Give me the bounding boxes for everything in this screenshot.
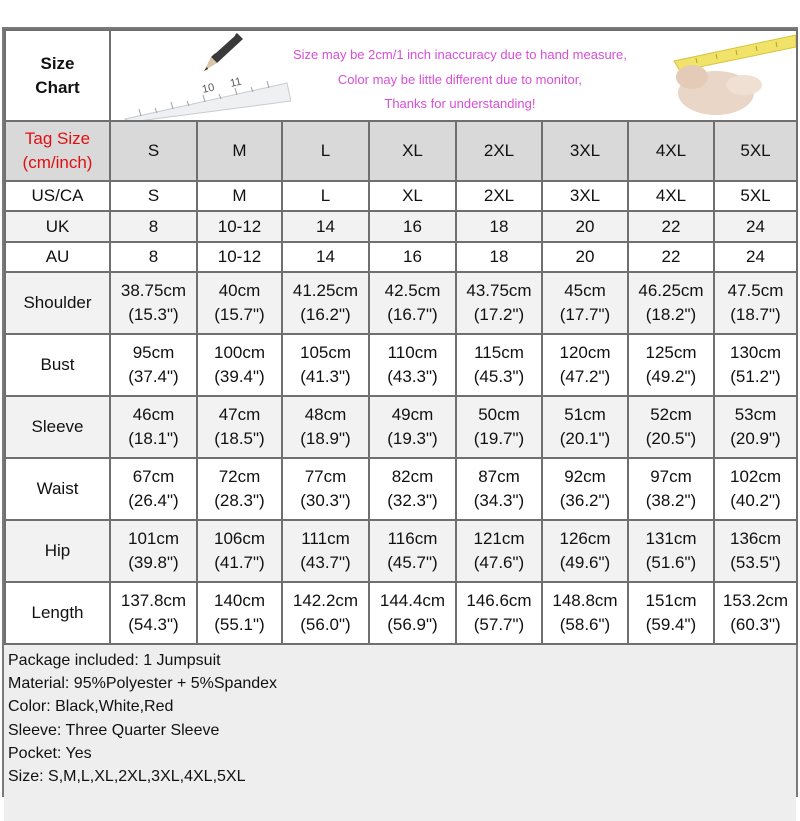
measurement-inch: (37.4") [128, 367, 179, 386]
tag-size-cell: L [282, 121, 369, 181]
measurement-cm: 38.75cm [120, 281, 187, 300]
measurement-cm: 148.8cm [552, 591, 618, 610]
measurement-cm: 120cm [559, 343, 611, 362]
tag-size-cell: 5XL [714, 121, 797, 181]
measurement-cell [456, 458, 542, 520]
measurement-inch: (18.7") [730, 305, 781, 324]
conversion-label: US/CA [5, 181, 110, 211]
tag-size-label-line-2: (cm/inch) [22, 153, 93, 172]
conversion-cell: 4XL [628, 181, 714, 211]
measurement-cell [110, 458, 197, 520]
measurement-inch: (41.7") [214, 553, 265, 572]
measurement-cell [369, 396, 456, 458]
hand-icon [676, 65, 762, 115]
measurement-cell [714, 582, 797, 644]
tag-size-cell: 3XL [542, 121, 628, 181]
tag-size-cell: 2XL [456, 121, 542, 181]
measurement-cm: 53cm [734, 405, 777, 424]
measurement-cm: 87cm [478, 467, 520, 486]
measurement-cell [542, 458, 628, 520]
measurement-cell [282, 334, 369, 396]
tag-size-cell: 4XL [628, 121, 714, 181]
title-line-2: Chart [35, 77, 80, 97]
measurement-cell [628, 458, 714, 520]
conversion-cell: 8 [110, 211, 197, 242]
measurement-cell [197, 520, 282, 582]
conversion-cell: 14 [282, 242, 369, 272]
measurement-cell [456, 520, 542, 582]
measurement-cell [197, 582, 282, 644]
measurement-inch: (57.7") [473, 615, 525, 634]
measurement-cell [628, 582, 714, 644]
measurement-cm: 110cm [387, 343, 438, 362]
size-chart-table [4, 29, 798, 645]
measurement-cell [282, 396, 369, 458]
measurement-cell [369, 520, 456, 582]
measurement-cm: 121cm [473, 529, 525, 548]
size-chart [2, 27, 798, 797]
measurement-cell [714, 272, 797, 334]
measurement-cell [110, 520, 197, 582]
ruler-number-11: 11 [228, 75, 243, 90]
conversion-cell: 14 [282, 211, 369, 242]
measurement-row [5, 396, 797, 458]
measurement-cell [542, 396, 628, 458]
measurement-cell [542, 582, 628, 644]
measurement-cell [714, 334, 797, 396]
measurement-inch: (60.3") [730, 615, 781, 634]
note-line-3: Thanks for understanding! [384, 96, 536, 111]
measurement-inch: (49.2") [645, 367, 697, 386]
info-line: Pocket: Yes [8, 744, 92, 762]
measurement-row [5, 458, 797, 520]
measurement-cell [282, 272, 369, 334]
measurement-cell [456, 582, 542, 644]
note-line-1: Size may be 2cm/1 inch inaccuracy due to hand measure, [293, 47, 627, 62]
measurement-cell [197, 396, 282, 458]
conversion-cell: M [197, 181, 282, 211]
measurement-cm: 100cm [213, 343, 266, 362]
measurement-cell [369, 458, 456, 520]
measurement-cm: 115cm [474, 343, 524, 362]
measurement-cell [628, 334, 714, 396]
conversion-cell: 3XL [542, 181, 628, 211]
measurement-inch: (59.4") [645, 615, 697, 634]
measurement-cm: 131cm [645, 529, 697, 548]
measurement-cell [456, 396, 542, 458]
measurement-inch: (20.1") [559, 429, 611, 448]
measurement-label: Sleeve [5, 396, 110, 458]
measurement-cm: 47.5cm [727, 281, 784, 300]
measurement-cm: 67cm [132, 467, 175, 486]
info-line: Material: 95%Polyester + 5%Spandex [8, 675, 278, 693]
conversion-row [5, 211, 797, 242]
conversion-cell: S [110, 181, 197, 211]
measurement-cm: 144.4cm [379, 591, 446, 610]
measurement-cell [456, 334, 542, 396]
conversion-cell: 24 [714, 242, 797, 272]
conversion-cell: 10-12 [197, 242, 282, 272]
measurement-cell [110, 334, 197, 396]
measurement-cm: 97cm [650, 467, 692, 486]
conversion-cell: 22 [628, 242, 714, 272]
measurement-row [5, 582, 797, 644]
measurement-cell [456, 272, 542, 334]
measurement-cm: 50cm [478, 405, 520, 424]
measurement-inch: (47.2") [559, 367, 611, 386]
measurement-cell [369, 272, 456, 334]
measurement-cm: 46cm [132, 405, 175, 424]
measurement-cm: 51cm [564, 405, 606, 424]
measurement-cell [197, 458, 282, 520]
measurement-cm: 116cm [387, 529, 438, 548]
measurement-inch: (16.7") [387, 305, 438, 324]
measurement-cm: 125cm [645, 343, 697, 362]
conversion-label: AU [5, 242, 110, 272]
measurement-cell [197, 272, 282, 334]
measurement-cm: 43.75cm [466, 281, 532, 300]
measurement-cm: 105cm [299, 343, 352, 362]
measurement-inch: (15.7") [214, 305, 265, 324]
measurement-cm: 130cm [729, 343, 782, 362]
measurement-row [5, 334, 797, 396]
measurement-inch: (16.2") [300, 305, 351, 324]
measurement-inch: (26.4") [128, 491, 179, 510]
measurement-inch: (20.9") [730, 429, 781, 448]
measurement-inch: (18.2") [645, 305, 697, 324]
measurement-row [5, 272, 797, 334]
measurement-label: Hip [5, 520, 110, 582]
conversion-cell: 2XL [456, 181, 542, 211]
measurement-cell [628, 396, 714, 458]
conversion-cell: 18 [456, 211, 542, 242]
measurement-cell [282, 458, 369, 520]
info-line: Color: Black,White,Red [8, 698, 174, 716]
measurement-inch: (39.8") [128, 553, 179, 572]
measurement-notes [293, 43, 627, 117]
measurement-cm: 151cm [645, 591, 697, 610]
tag-size-cell: M [197, 121, 282, 181]
header-row [5, 30, 797, 121]
measurement-cell [542, 520, 628, 582]
measurement-inch: (54.3") [128, 615, 179, 634]
measurement-cm: 48cm [304, 405, 347, 424]
measurement-cm: 41.25cm [292, 281, 359, 300]
measurement-cm: 111cm [301, 529, 350, 548]
measurement-inch: (15.3") [128, 305, 179, 324]
measurement-cell [542, 272, 628, 334]
measurement-cm: 136cm [729, 529, 782, 548]
measurement-inch: (45.7") [387, 553, 438, 572]
measurement-cell [628, 520, 714, 582]
conversion-cell: 20 [542, 211, 628, 242]
measurement-cm: 146.6cm [466, 591, 532, 610]
ruler-pencil-illustration [111, 31, 291, 121]
conversion-cell: 10-12 [197, 211, 282, 242]
measurement-cm: 95cm [132, 343, 175, 362]
measurement-cm: 77cm [304, 467, 347, 486]
measurement-cm: 72cm [218, 467, 261, 486]
measurement-cm: 140cm [213, 591, 266, 610]
conversion-row [5, 181, 797, 211]
pencil-icon [204, 33, 243, 71]
measurement-cm: 46.25cm [638, 281, 704, 300]
conversion-cell: 16 [369, 242, 456, 272]
conversion-cell: 18 [456, 242, 542, 272]
measurement-inch: (40.2") [730, 491, 781, 510]
measurement-inch: (53.5") [730, 553, 781, 572]
measurement-cm: 92cm [564, 467, 606, 486]
conversion-cell: 24 [714, 211, 797, 242]
measurement-cell [282, 582, 369, 644]
measurement-cell [714, 396, 797, 458]
product-info-box [4, 645, 796, 821]
measurement-inch: (19.3") [387, 429, 438, 448]
measurement-label: Length [5, 582, 110, 644]
measurement-cm: 102cm [729, 467, 782, 486]
measurement-cm: 106cm [213, 529, 266, 548]
measurement-inch: (34.3") [473, 491, 525, 510]
measurement-cell [628, 272, 714, 334]
measurement-cell [369, 582, 456, 644]
measurement-cell [714, 520, 797, 582]
measurement-cell [197, 334, 282, 396]
measurement-inch: (18.1") [128, 429, 179, 448]
measurement-cell [369, 334, 456, 396]
measurement-cell [542, 334, 628, 396]
hand-tape-measure-illustration [646, 31, 796, 121]
measurement-inch: (43.7") [300, 553, 351, 572]
measurement-inch: (45.3") [473, 367, 525, 386]
measurement-inch: (56.9") [387, 615, 438, 634]
measurement-cell [110, 396, 197, 458]
tag-size-label-line-1: Tag Size [24, 129, 91, 148]
measurement-inch: (47.6") [473, 553, 525, 572]
measurement-cm: 101cm [127, 529, 180, 548]
conversion-cell: 20 [542, 242, 628, 272]
conversion-label: UK [5, 211, 110, 242]
tag-size-label [5, 121, 110, 181]
measurement-inch: (51.6") [645, 553, 697, 572]
conversion-cell: XL [369, 181, 456, 211]
measurement-inch: (55.1") [214, 615, 265, 634]
measurement-inch: (18.9") [300, 429, 351, 448]
measurement-label: Bust [5, 334, 110, 396]
measurement-notice-banner [110, 30, 797, 121]
measurement-cm: 142.2cm [292, 591, 359, 610]
measurement-cell [110, 272, 197, 334]
measurement-inch: (17.7") [559, 305, 611, 324]
measurement-inch: (41.3") [300, 367, 351, 386]
measurement-inch: (49.6") [559, 553, 611, 572]
measurement-cm: 45cm [564, 281, 606, 300]
measurement-inch: (38.2") [645, 491, 697, 510]
conversion-cell: 5XL [714, 181, 797, 211]
measurement-cm: 126cm [559, 529, 611, 548]
measurement-label: Waist [5, 458, 110, 520]
measurement-cm: 47cm [218, 405, 261, 424]
measurement-label: Shoulder [5, 272, 110, 334]
measurement-inch: (51.2") [730, 367, 781, 386]
ruler-number-10: 10 [200, 81, 216, 96]
info-line: Sleeve: Three Quarter Sleeve [8, 721, 220, 739]
measurement-cm: 137.8cm [120, 591, 187, 610]
info-line: Package included: 1 Jumpsuit [8, 652, 221, 669]
measurement-inch: (18.5") [214, 429, 265, 448]
measurement-cm: 40cm [218, 281, 261, 300]
tag-size-cell: S [110, 121, 197, 181]
measurement-inch: (20.5") [645, 429, 697, 448]
measurement-inch: (32.3") [387, 491, 438, 510]
measurement-inch: (56.0") [300, 615, 351, 634]
conversion-cell: L [282, 181, 369, 211]
info-line: Size: S,M,L,XL,2XL,3XL,4XL,5XL [8, 768, 246, 786]
tag-size-row [5, 121, 797, 181]
measurement-inch: (58.6") [559, 615, 611, 634]
title-line-1: Size [40, 53, 75, 73]
size-chart-title [5, 30, 110, 121]
measurement-inch: (43.3") [387, 367, 438, 386]
measurement-inch: (17.2") [473, 305, 525, 324]
measurement-cell [282, 520, 369, 582]
measurement-cell [110, 582, 197, 644]
tag-size-cell: XL [369, 121, 456, 181]
measurement-inch: (19.7") [473, 429, 525, 448]
measurement-cm: 52cm [650, 405, 692, 424]
conversion-cell: 16 [369, 211, 456, 242]
conversion-row [5, 242, 797, 272]
measurement-inch: (30.3") [300, 491, 351, 510]
measurement-cell [714, 458, 797, 520]
conversion-cell: 22 [628, 211, 714, 242]
note-line-2: Color may be little different due to monitor, [337, 71, 582, 87]
measurement-cm: 42.5cm [384, 281, 441, 300]
measurement-row [5, 520, 797, 582]
measurement-inch: (28.3") [214, 491, 265, 510]
measurement-cm: 82cm [391, 467, 434, 486]
measurement-cm: 49cm [391, 405, 434, 424]
conversion-cell: 8 [110, 242, 197, 272]
measurement-inch: (39.4") [214, 367, 265, 386]
measurement-cm: 153.2cm [722, 591, 789, 610]
measurement-inch: (36.2") [559, 491, 611, 510]
